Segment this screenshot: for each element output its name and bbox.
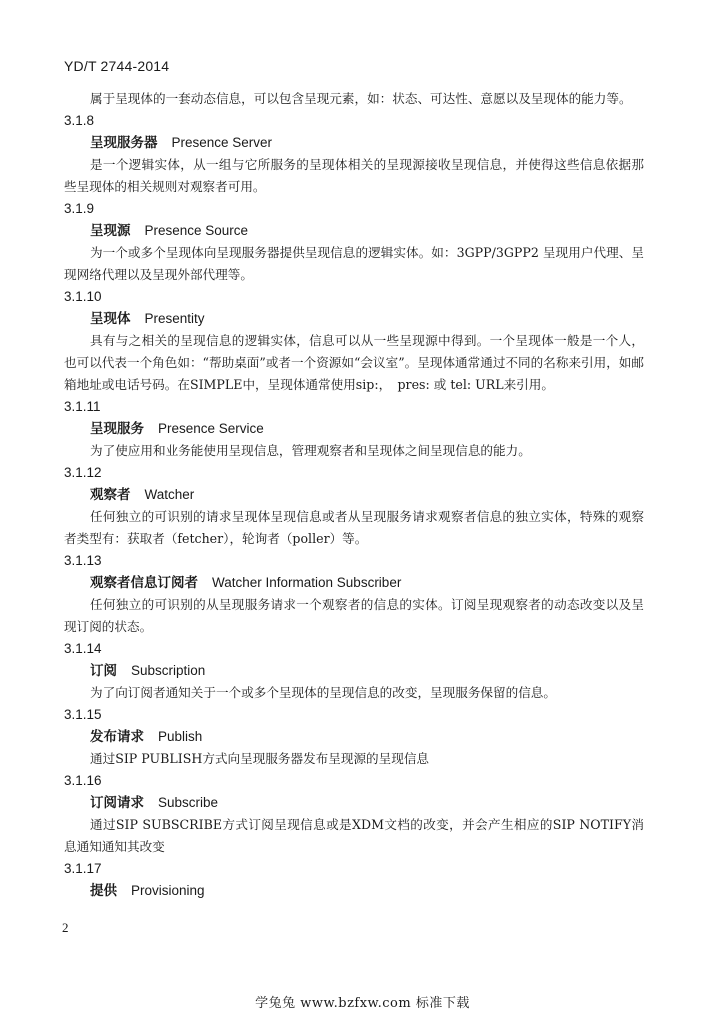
term-number: 3.1.17 bbox=[64, 861, 102, 876]
term-heading bbox=[64, 880, 644, 902]
definitions-content bbox=[64, 88, 644, 902]
term-heading bbox=[64, 220, 644, 242]
term-definition: 为了使应用和业务能使用呈现信息，管理观察者和呈现体之间呈现信息的能力。 bbox=[90, 443, 531, 458]
term-definition: 任何独立的可识别的请求呈现体呈现信息或者从呈现服务请求观察者信息的独立实体，特殊的观察者类型有：获取者（fetcher），轮询者（poller）等。 bbox=[64, 509, 644, 546]
term-english: Presence Server bbox=[171, 135, 273, 150]
term-definition: 为了向订阅者通知关于一个或多个呈现体的呈现信息的改变，呈现服务保留的信息。 bbox=[90, 685, 556, 700]
term-number: 3.1.15 bbox=[64, 707, 102, 722]
term-english: Provisioning bbox=[131, 883, 205, 898]
term-chinese: 呈现体 bbox=[90, 311, 131, 327]
term-chinese: 观察者 bbox=[90, 487, 131, 503]
term-definition: 通过SIP PUBLISH方式向呈现服务器发布呈现源的呈现信息 bbox=[90, 751, 430, 766]
document-code: YD/T 2744-2014 bbox=[64, 58, 170, 74]
term-chinese: 呈现服务 bbox=[90, 421, 144, 437]
term-number: 3.1.10 bbox=[64, 289, 102, 304]
term-definition: 通过SIP SUBSCRIBE方式订阅呈现信息或是XDM文档的改变，并会产生相应的SIP NOTIFY消息通知通知其改变 bbox=[64, 817, 644, 854]
term-entries bbox=[64, 110, 644, 902]
intro-definition: 属于呈现体的一套动态信息，可以包含呈现元素，如：状态、可达性、意愿以及呈现体的能力等。 bbox=[90, 91, 632, 106]
term-number: 3.1.11 bbox=[64, 399, 101, 414]
term-heading bbox=[64, 726, 644, 748]
term-chinese: 呈现服务器 bbox=[90, 135, 158, 151]
term-definition: 任何独立的可识别的从呈现服务请求一个观察者的信息的实体。订阅呈现观察者的动态改变以及呈现订阅的状态。 bbox=[64, 597, 644, 634]
term-number: 3.1.12 bbox=[64, 465, 102, 480]
term-number: 3.1.9 bbox=[64, 201, 95, 216]
term-english: Publish bbox=[158, 729, 203, 744]
term-chinese: 提供 bbox=[90, 883, 117, 899]
term-number: 3.1.14 bbox=[64, 641, 102, 656]
term-chinese: 呈现源 bbox=[90, 223, 131, 239]
term-heading bbox=[64, 484, 644, 506]
term-definition: 具有与之相关的呈现信息的逻辑实体，信息可以从一些呈现源中得到。一个呈现体一般是一个人，也可以代表一个角色如：“帮助桌面”或者一个资源如“会议室”。呈现体通常通过不同的名称来引用，如邮箱地址或电话号码。在SIMPLE中，呈现体通常使用sip:， pres: 或 tel: URL来引用。 bbox=[64, 333, 644, 392]
term-english: Watcher Information Subscriber bbox=[212, 575, 402, 590]
term-chinese: 发布请求 bbox=[90, 729, 144, 745]
term-heading bbox=[64, 132, 644, 154]
term-chinese: 观察者信息订阅者 bbox=[90, 575, 198, 591]
term-english: Presence Source bbox=[144, 223, 249, 238]
term-heading bbox=[64, 572, 644, 594]
term-chinese: 订阅 bbox=[90, 663, 117, 679]
term-english: Presence Service bbox=[158, 421, 264, 436]
term-number: 3.1.13 bbox=[64, 553, 102, 568]
term-definition: 为一个或多个呈现体向呈现服务器提供呈现信息的逻辑实体。如：3GPP/3GPP2 呈现用户代理、呈现网络代理以及呈现外部代理等。 bbox=[64, 245, 644, 282]
term-english: Presentity bbox=[144, 311, 205, 326]
term-english: Subscription bbox=[131, 663, 206, 678]
page-number: 2 bbox=[62, 920, 69, 935]
term-heading bbox=[64, 418, 644, 440]
term-chinese: 订阅请求 bbox=[90, 795, 144, 811]
term-heading bbox=[64, 308, 644, 330]
term-english: Subscribe bbox=[158, 795, 219, 810]
term-number: 3.1.16 bbox=[64, 773, 102, 788]
term-heading bbox=[64, 792, 644, 814]
term-heading bbox=[64, 660, 644, 682]
download-watermark: 学兔兔 www.bzfxw.com 标准下载 bbox=[255, 996, 470, 1011]
term-english: Watcher bbox=[144, 487, 195, 502]
term-number: 3.1.8 bbox=[64, 113, 95, 128]
term-definition: 是一个逻辑实体，从一组与它所服务的呈现体相关的呈现源接收呈现信息，并使得这些信息依据那些呈现体的相关规则对观察者可用。 bbox=[64, 157, 644, 194]
